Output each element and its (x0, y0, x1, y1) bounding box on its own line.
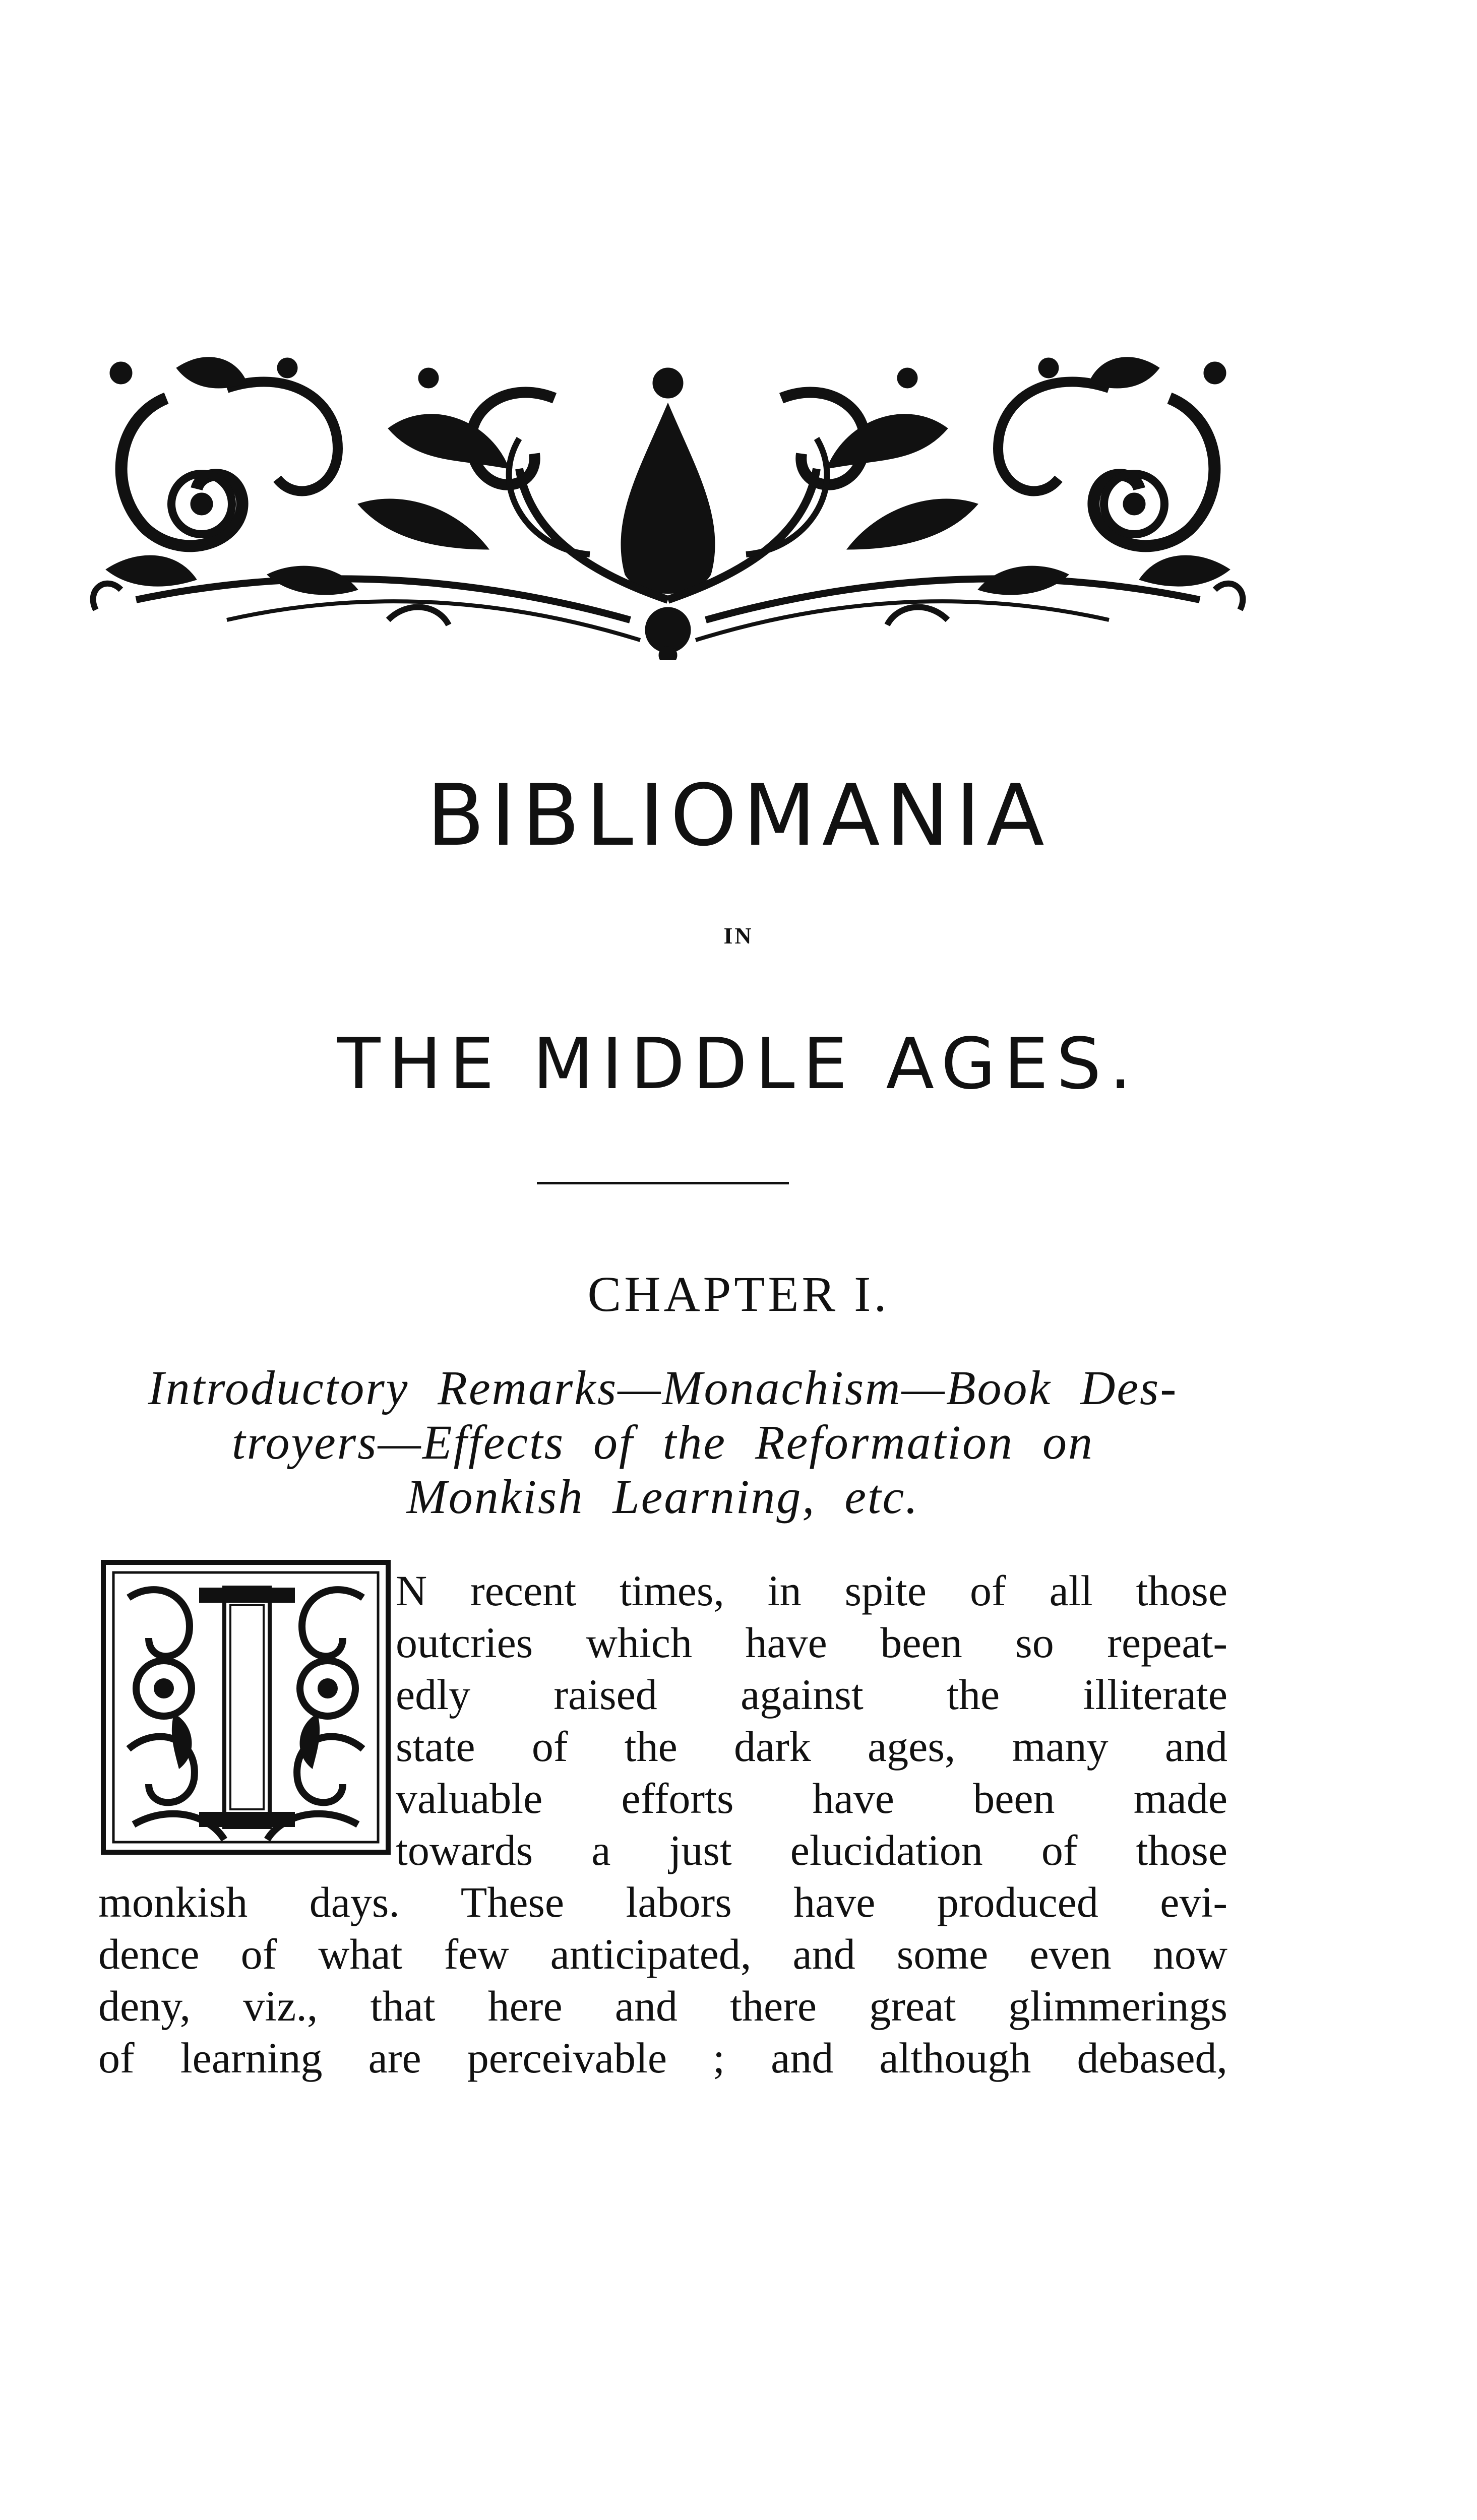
chapter-summary (98, 1361, 1227, 1524)
summary-line: troyers—Effects of the Reformation on (232, 1415, 1094, 1469)
title-connector: IN (723, 923, 754, 949)
chapter-heading: CHAPTER I. (587, 1266, 890, 1322)
body-line: outcries which have been so repeat- (396, 1618, 1227, 1667)
floral-headpiece-icon (76, 338, 1260, 660)
body-line: dence of what few anticipated, and some even now (98, 1930, 1227, 1978)
body-line: valuable efforts have been made (396, 1774, 1227, 1822)
body-line: state of the dark ages, many and (396, 1722, 1227, 1771)
divider-rule (537, 1182, 789, 1184)
summary-line: Monkish Learning, etc. (406, 1470, 919, 1524)
body-line: N recent times, in spite of all those (396, 1566, 1227, 1615)
body-line: deny, viz., that here and there great glimmerings (98, 1982, 1227, 2030)
body-line: monkish days. These labors have produced evi- (98, 1878, 1227, 1926)
summary-line: Introductory Remarks—Monachism—Book Des- (148, 1361, 1178, 1415)
title-line-1: BIBLIOMANIA (426, 766, 1051, 865)
body-line: edly raised against the illiterate (396, 1670, 1227, 1719)
body-line: towards a just elucidation of those (396, 1826, 1227, 1874)
body-text (98, 1565, 1227, 2084)
title-line-2: THE MIDDLE AGES. (337, 1023, 1140, 1105)
body-line: of learning are perceivable ; and although debased, (98, 2034, 1227, 2082)
